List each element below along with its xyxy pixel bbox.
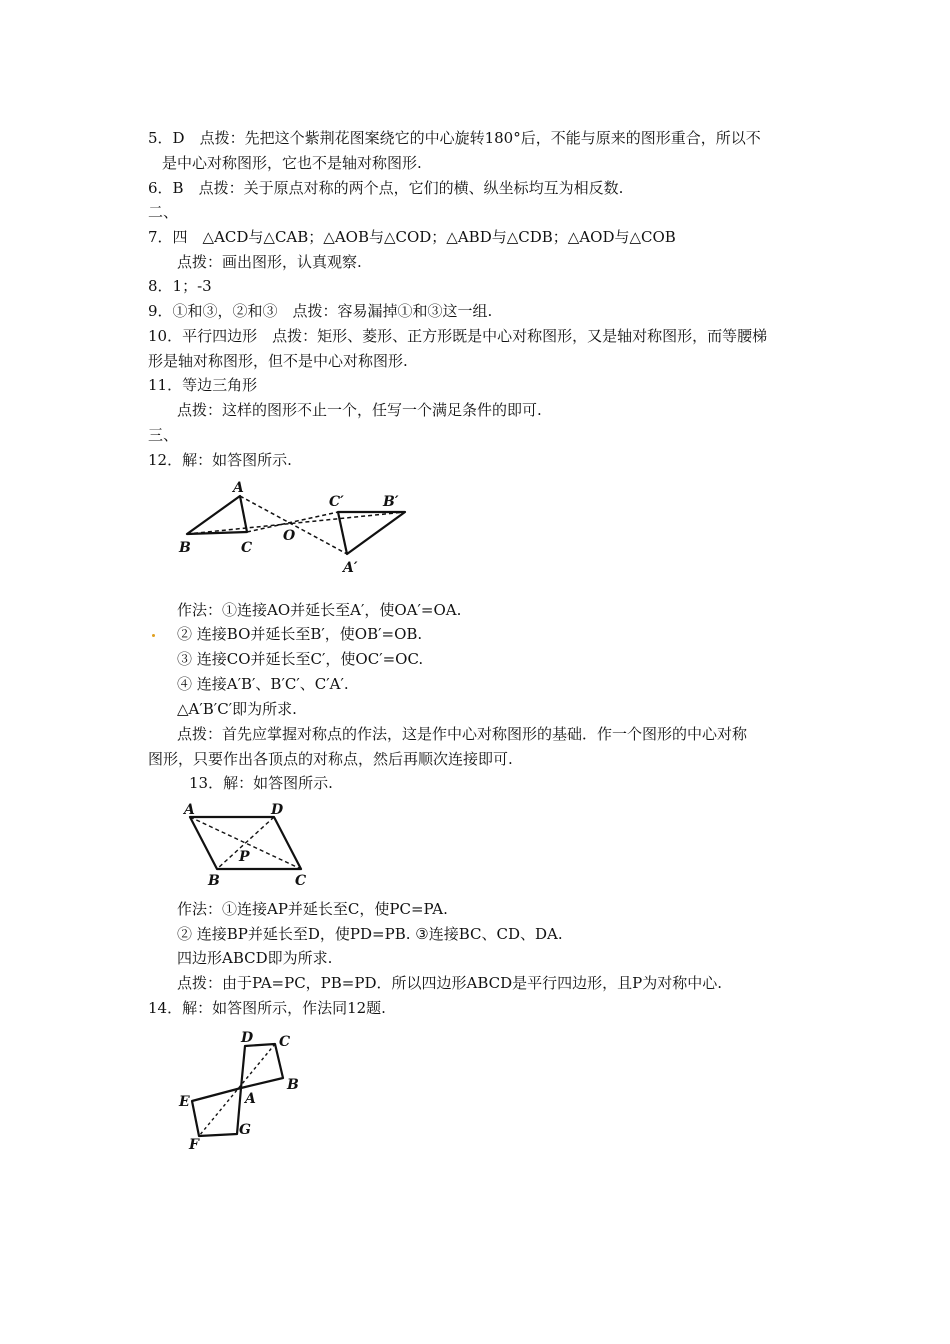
label-p: P: [239, 849, 250, 865]
answer-10-line-1: 10．平行四边形 点拨：矩形、菱形、正方形既是中心对称图形，又是轴对称图形，而等腰梯: [148, 327, 768, 345]
quad-abcd-upper: [241, 1044, 283, 1088]
answer-5-line-2: 是中心对称图形，它也不是轴对称图形.: [162, 154, 422, 172]
label-b-prime: B′: [383, 494, 399, 510]
answer-13-step-1: 作法：①连接AP并延长至C，使PC=PA.: [177, 900, 448, 918]
label-a: A: [245, 1091, 256, 1107]
answer-7-hint: 点拨：画出图形，认真观察.: [177, 253, 362, 271]
label-b: B: [179, 540, 191, 556]
answer-6: 6．B 点拨：关于原点对称的两个点，它们的横、纵坐标均互为相反数.: [148, 179, 624, 197]
figure-12: [175, 476, 425, 580]
label-b: B: [287, 1077, 299, 1093]
label-o: O: [283, 528, 296, 544]
label-g: G: [239, 1122, 251, 1138]
answer-9: 9．①和③，②和③ 点拨：容易漏掉①和③这一组.: [148, 302, 493, 320]
label-c: C: [241, 540, 253, 556]
answer-12-step-4: ④ 连接A′B′、B′C′、C′A′.: [177, 675, 349, 693]
answer-12-hint-2: 图形，只要作出各顶点的对称点，然后再顺次连接即可.: [148, 750, 513, 768]
label-d: D: [271, 802, 284, 818]
answer-12-step-1: 作法：①连接AO并延长至A′，使OA′=OA.: [177, 601, 462, 619]
answer-13-intro: 13．解：如答图所示.: [189, 774, 333, 792]
label-c: C: [279, 1034, 291, 1050]
answer-13-step-2: ② 连接BP并延长至D，使PD=PB. ③连接BC、CD、DA.: [177, 925, 563, 943]
label-a: A: [233, 480, 244, 496]
figure-13: [178, 800, 318, 894]
answer-13-result: 四边形ABCD即为所求.: [177, 949, 333, 967]
answer-12-result: △A′B′C′即为所求.: [177, 700, 297, 718]
answer-8: 8．1；-3: [148, 277, 212, 295]
answer-12-intro: 12．解：如答图所示.: [148, 451, 292, 469]
answer-7: 7．四 △ACD与△CAB；△AOB与△COD；△ABD与△CDB；△AOD与△COB: [148, 228, 676, 246]
label-c-prime: C′: [329, 494, 344, 510]
section-2-heading: 二、: [148, 203, 179, 221]
section-3-heading: 三、: [148, 426, 179, 444]
answer-12-step-3: ③ 连接CO并延长至C′，使OC′=OC.: [177, 650, 424, 668]
label-a: A: [184, 802, 195, 818]
label-c: C: [295, 873, 307, 889]
figure-14: [175, 1026, 315, 1160]
label-b: B: [208, 873, 220, 889]
label-e: E: [179, 1094, 190, 1110]
quad-aefg-lower: [192, 1088, 241, 1136]
label-f: F: [189, 1137, 199, 1153]
answer-12-step-2: ② 连接BO并延长至B′，使OB′=OB.: [177, 625, 423, 643]
stray-mark: [152, 634, 155, 637]
answer-5-line-1: 5．D 点拨：先把这个紫荆花图案绕它的中心旋转180°后，不能与原来的图形重合，所以不: [148, 129, 761, 147]
label-d: D: [241, 1030, 254, 1046]
answer-14-intro: 14．解：如答图所示，作法同12题.: [148, 999, 386, 1017]
answer-13-hint: 点拨：由于PA=PC，PB=PD．所以四边形ABCD是平行四边形，且P为对称中心.: [177, 974, 722, 992]
segment-bb2: [187, 512, 405, 534]
answer-10-line-2: 形是轴对称图形，但不是中心对称图形.: [148, 352, 408, 370]
answer-11-hint: 点拨：这样的图形不止一个，任写一个满足条件的即可.: [177, 401, 542, 419]
answer-11: 11．等边三角形: [148, 376, 258, 394]
label-a-prime: A′: [343, 560, 358, 576]
answer-12-hint-1: 点拨：首先应掌握对称点的作法，这是作中心对称图形的基础．作一个图形的中心对称: [177, 725, 748, 743]
